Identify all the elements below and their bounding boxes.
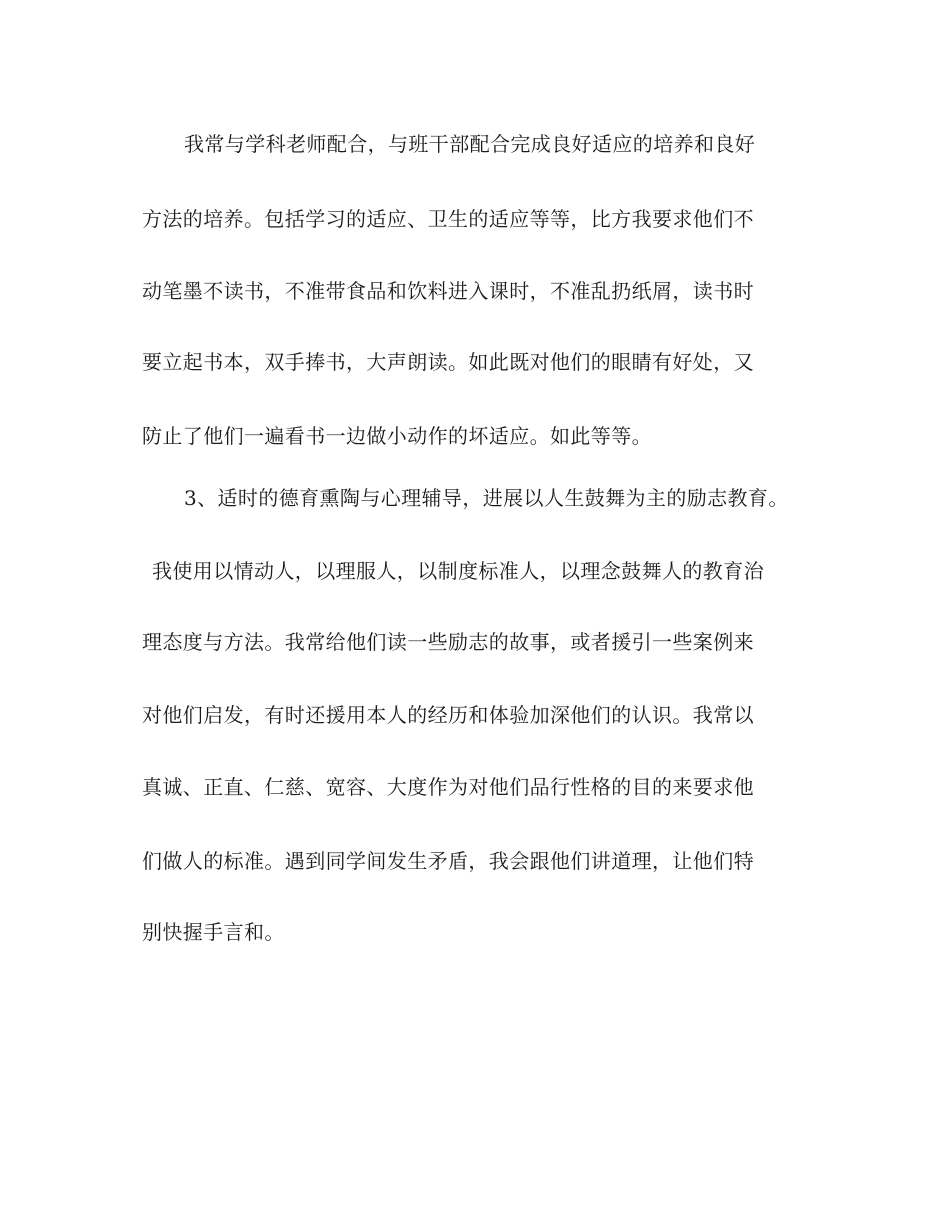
paragraph-line-9: 对他们启发，有时还援用本人的经历和体验加深他们的认识。我常以 [142,703,754,727]
paragraph-line-12: 别快握手言和。 [142,920,285,944]
section-heading-3: 3、适时的德育熏陶与心理辅导，进展以人生鼓舞为主的励志教育。 [184,486,789,510]
paragraph-line-7: 我使用以情动人，以理服人，以制度标准人，以理念鼓舞人的教育治 [152,559,764,583]
paragraph-line-10: 真诚、正直、仁慈、宽容、大度作为对他们品行性格的目的来要求他 [142,775,754,799]
paragraph-line-1: 我常与学科老师配合，与班干部配合完成良好适应的培养和良好 [184,132,756,156]
paragraph-line-5: 防止了他们一遍看书一边做小动作的坏适应。如此等等。 [142,424,652,448]
paragraph-line-11: 们做人的标准。遇到同学间发生矛盾，我会跟他们讲道理，让他们特 [142,849,754,873]
paragraph-line-8: 理态度与方法。我常给他们读一些励志的故事，或者援引一些案例来 [142,630,754,654]
paragraph-line-3: 动笔墨不读书，不准带食品和饮料进入课时，不准乱扔纸屑，读书时 [142,279,754,303]
paragraph-line-4: 要立起书本，双手捧书，大声朗读。如此既对他们的眼睛有好处，又 [142,350,754,374]
paragraph-line-2: 方法的培养。包括学习的适应、卫生的适应等等，比方我要求他们不 [142,207,754,231]
